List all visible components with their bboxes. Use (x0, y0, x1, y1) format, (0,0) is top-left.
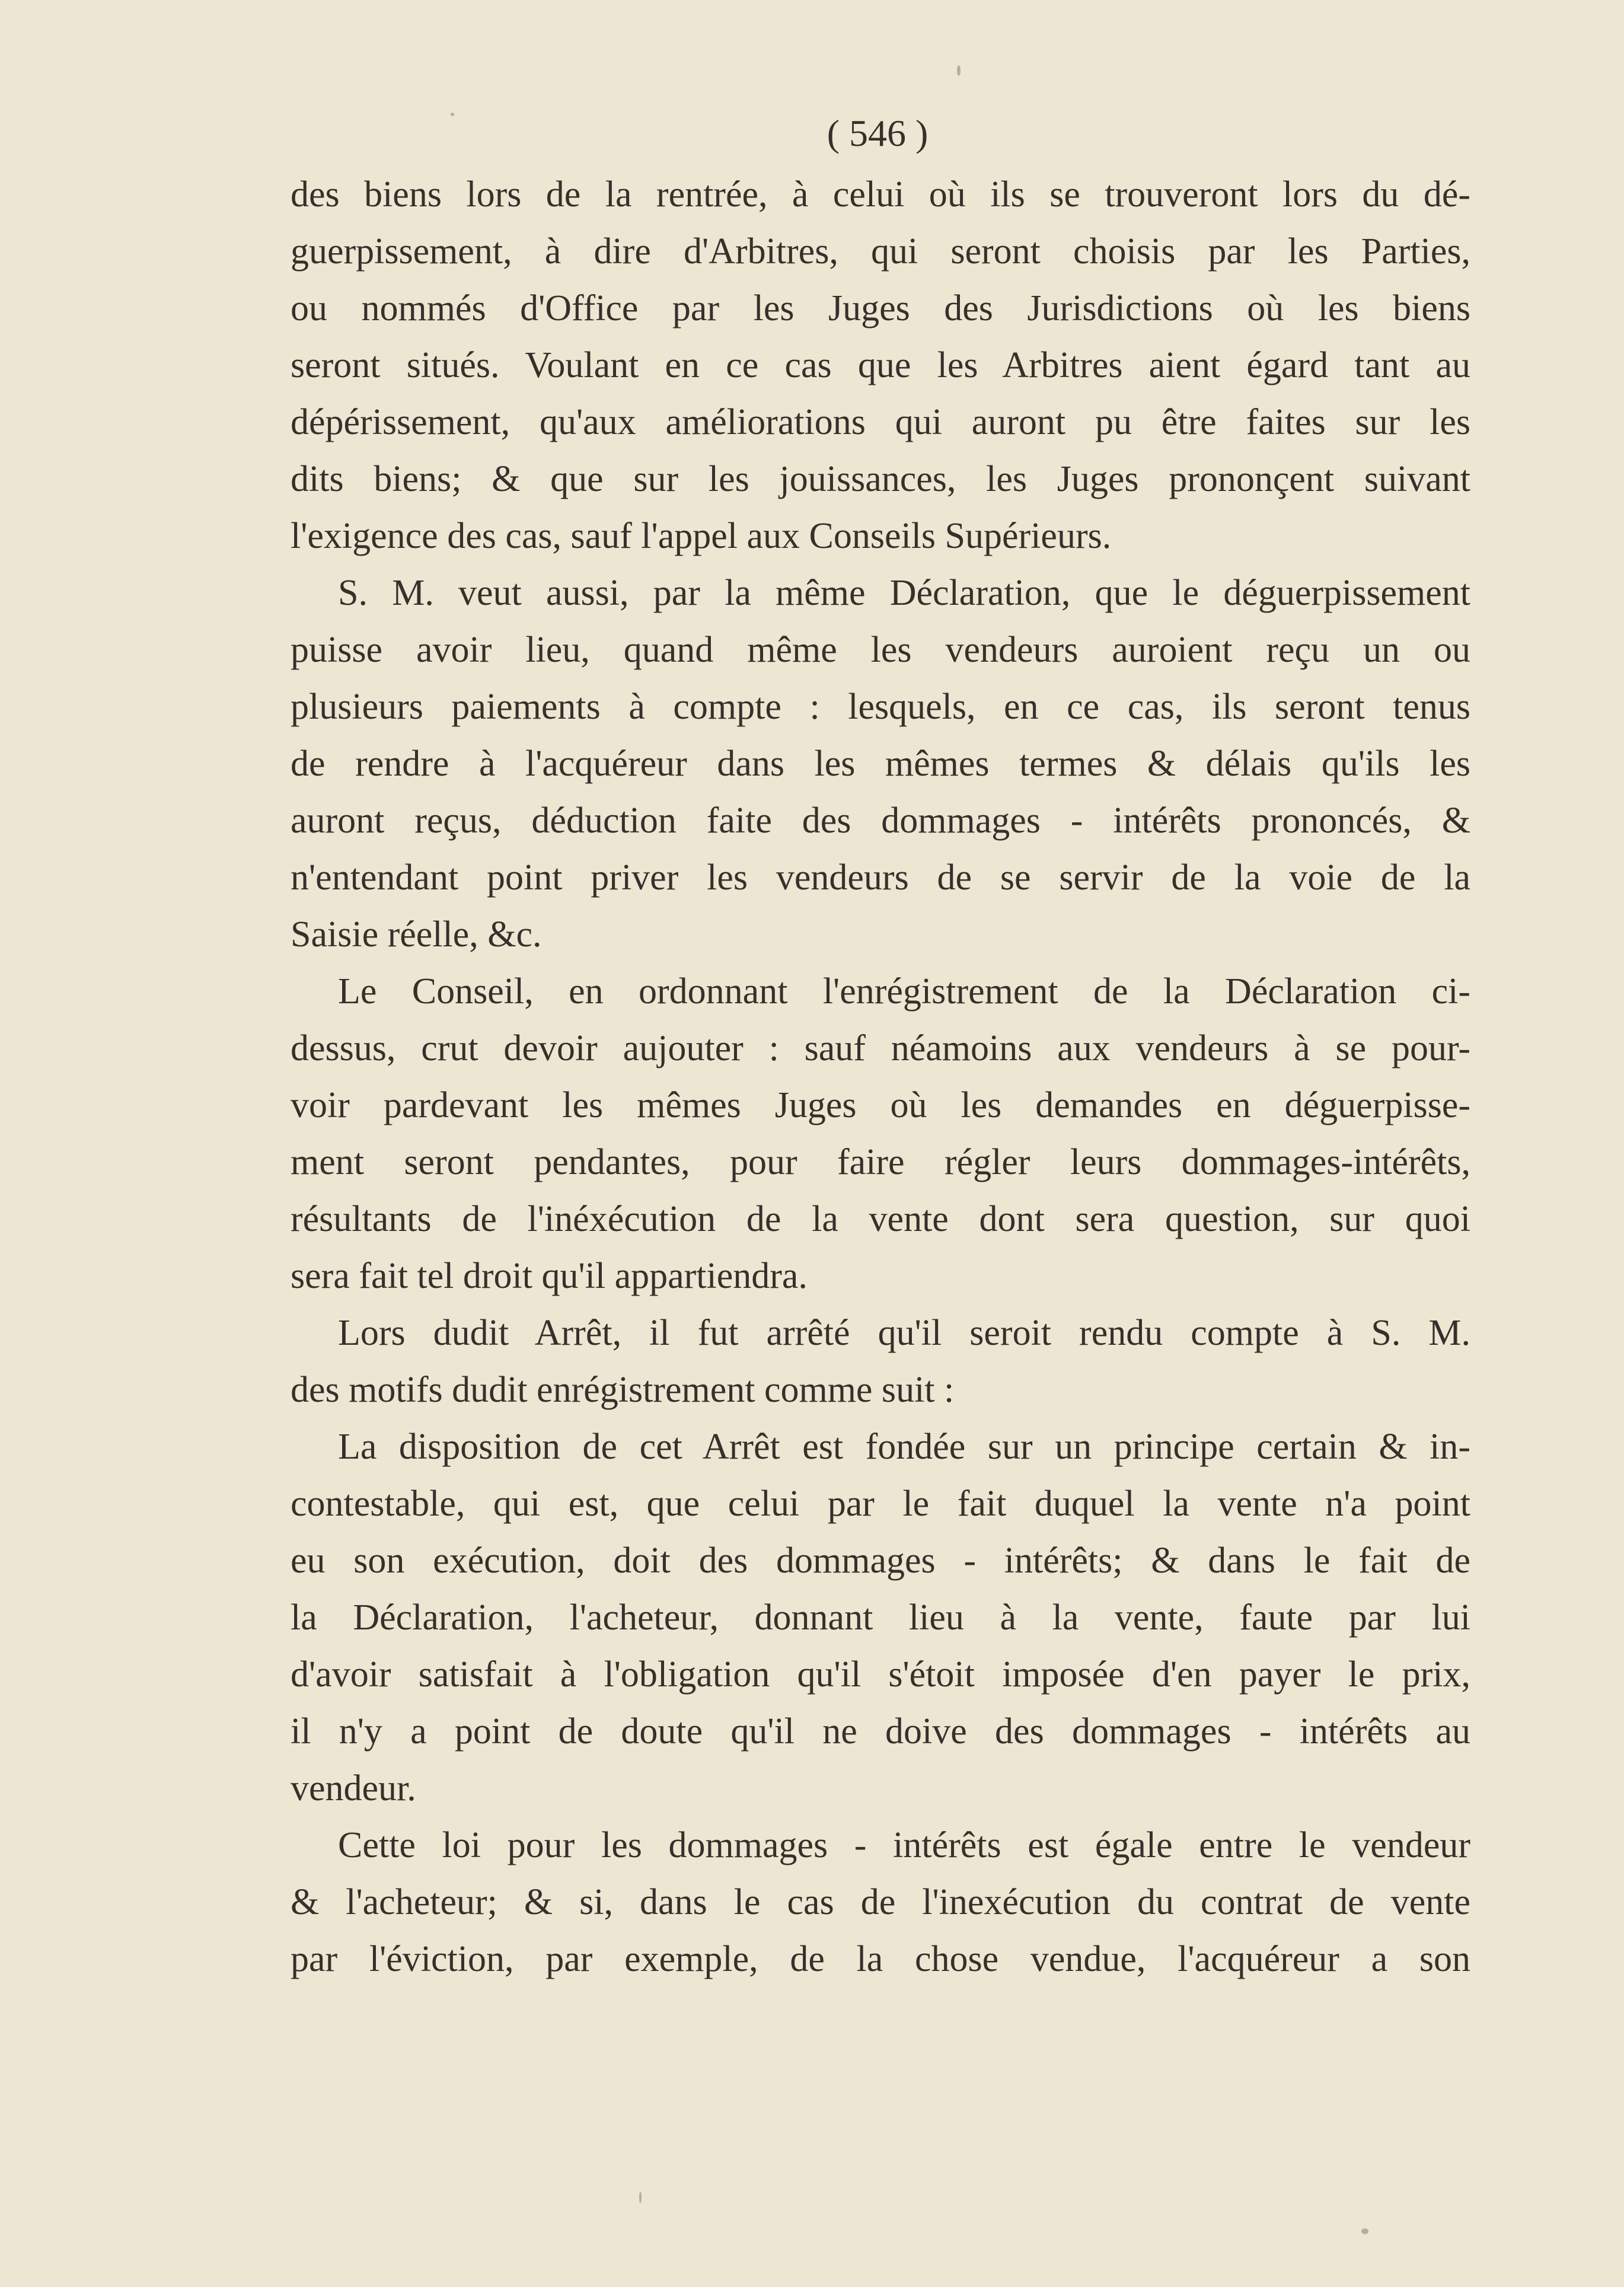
text-line: puisse avoir lieu, quand même les vendeurs auroient reçu un ou (291, 630, 1470, 670)
text-line: eu son exécution, doit des dommages - intérêts; & dans le fait de (291, 1540, 1470, 1581)
text-line: ou nommés d'Office par les Juges des Jurisdictions où les biens (291, 288, 1470, 328)
text-line: La disposition de cet Arrêt est fondée sur un principe certain & in- (338, 1427, 1470, 1467)
paper-speck (639, 2192, 642, 2203)
text-line: par l'éviction, par exemple, de la chose vendue, l'acquéreur a son (291, 1939, 1470, 1979)
text-line: Cette loi pour les dommages - intérêts est égale entre le vendeur (338, 1825, 1470, 1865)
page-number: ( 546 ) (827, 112, 929, 154)
text-line: sera fait tel droit qu'il appartiendra. (291, 1256, 808, 1296)
text-line: ment seront pendantes, pour faire régler leurs dommages-intérêts, (291, 1142, 1470, 1182)
paper-speck (1361, 2228, 1368, 2234)
text-line: plusieurs paiements à compte : lesquels, en ce cas, ils seront tenus (291, 687, 1470, 727)
text-line: l'exigence des cas, sauf l'appel aux Conseils Supérieurs. (291, 516, 1112, 556)
text-line: résultants de l'inéxécution de la vente dont sera question, sur quoi (291, 1199, 1470, 1239)
text-line: voir pardevant les mêmes Juges où les demandes en déguerpisse- (291, 1085, 1470, 1125)
text-line: Lors dudit Arrêt, il fut arrêté qu'il seroit rendu compte à S. M. (338, 1313, 1470, 1353)
text-line: dits biens; & que sur les jouissances, les Juges prononçent suivant (291, 459, 1470, 499)
text-line: auront reçus, déduction faite des dommages - intérêts prononcés, & (291, 800, 1470, 841)
text-line: des biens lors de la rentrée, à celui où ils se trouveront lors du dé- (291, 174, 1470, 215)
body-text (291, 166, 1470, 1988)
text-line: S. M. veut aussi, par la même Déclaration, que le déguerpissement (338, 573, 1470, 613)
text-line: contestable, qui est, que celui par le fait duquel la vente n'a point (291, 1484, 1470, 1524)
text-line: dessus, crut devoir aujouter : sauf néamoins aux vendeurs à se pour- (291, 1028, 1470, 1068)
text-line: de rendre à l'acquéreur dans les mêmes termes & délais qu'ils les (291, 744, 1470, 784)
text-line: guerpissement, à dire d'Arbitres, qui seront choisis par les Parties, (291, 231, 1470, 272)
text-line: il n'y a point de doute qu'il ne doive des dommages - intérêts au (291, 1711, 1470, 1752)
paper-speck (957, 65, 961, 76)
text-line: la Déclaration, l'acheteur, donnant lieu à la vente, faute par lui (291, 1597, 1470, 1638)
text-line: vendeur. (291, 1768, 416, 1808)
text-line: dépérissement, qu'aux améliorations qui auront pu être faites sur les (291, 402, 1470, 442)
text-line: & l'acheteur; & si, dans le cas de l'inexécution du contrat de vente (291, 1882, 1470, 1922)
text-line: des motifs dudit enrégistrement comme suit : (291, 1370, 955, 1410)
text-line: d'avoir satisfait à l'obligation qu'il s'étoit imposée d'en payer le prix, (291, 1654, 1470, 1695)
paper-speck (451, 113, 454, 116)
text-line: seront situés. Voulant en ce cas que les Arbitres aient égard tant au (291, 345, 1470, 385)
text-line: n'entendant point priver les vendeurs de se servir de la voie de la (291, 857, 1470, 898)
text-line: Saisie réelle, &c. (291, 914, 542, 955)
text-line: Le Conseil, en ordonnant l'enrégistrement de la Déclaration ci- (338, 971, 1470, 1012)
